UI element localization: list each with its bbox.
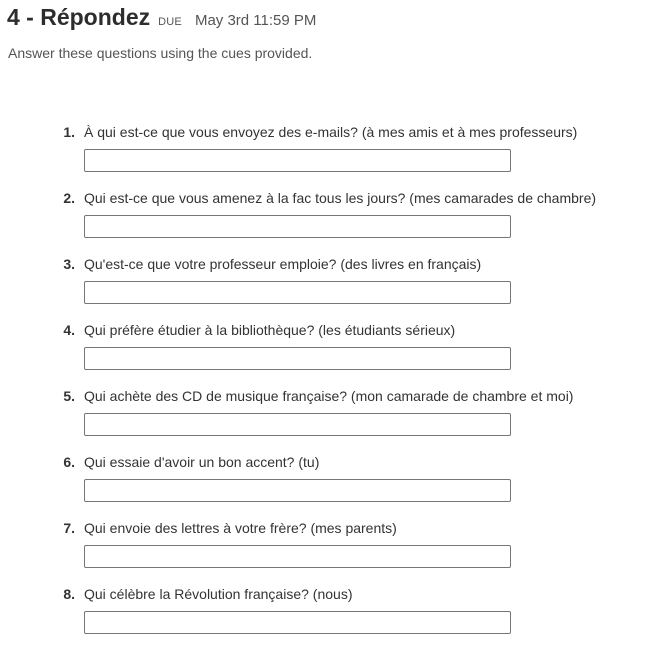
- answer-input-3[interactable]: [84, 281, 511, 304]
- question-text: Qui envoie des lettres à votre frère? (mes parents): [84, 520, 397, 536]
- assignment-header: [7, 4, 316, 31]
- answer-input-7[interactable]: [84, 545, 511, 568]
- question-number: 7.: [63, 520, 75, 536]
- question-item-3: [0, 254, 661, 320]
- question-text: Qu'est-ce que votre professeur emploie? (des livres en français): [84, 256, 482, 272]
- question-item-5: [0, 386, 661, 452]
- question-item-7: [0, 518, 661, 584]
- question-list: [0, 122, 661, 650]
- answer-input-4[interactable]: [84, 347, 511, 370]
- question-number: 4.: [63, 322, 75, 338]
- question-text: Qui essaie d'avoir un bon accent? (tu): [84, 454, 320, 470]
- question-number: 3.: [63, 256, 75, 272]
- instructions: Answer these questions using the cues provided.: [8, 45, 313, 61]
- answer-input-8[interactable]: [84, 611, 511, 634]
- question-item-2: [0, 188, 661, 254]
- due-date: May 3rd 11:59 PM: [194, 12, 317, 29]
- question-item-1: [0, 122, 661, 188]
- answer-input-6[interactable]: [84, 479, 511, 502]
- assignment-title: 4 - Répondez: [7, 4, 151, 30]
- question-number: 2.: [63, 190, 75, 206]
- question-item-4: [0, 320, 661, 386]
- question-item-6: [0, 452, 661, 518]
- question-text: À qui est-ce que vous envoyez des e-mails? (à mes amis et à mes professeurs): [84, 124, 578, 140]
- question-text: Qui préfère étudier à la bibliothèque? (les étudiants sérieux): [84, 322, 456, 338]
- due-label: DUE: [158, 16, 182, 28]
- question-number: 1.: [63, 124, 75, 140]
- question-item-8: [0, 584, 661, 650]
- answer-input-2[interactable]: [84, 215, 511, 238]
- question-number: 8.: [63, 586, 75, 602]
- answer-input-5[interactable]: [84, 413, 511, 436]
- answer-input-1[interactable]: [84, 149, 511, 172]
- question-text: Qui célèbre la Révolution française? (nous): [84, 586, 353, 602]
- question-text: Qui achète des CD de musique française? (mon camarade de chambre et moi): [84, 388, 574, 404]
- question-number: 6.: [63, 454, 75, 470]
- question-number: 5.: [63, 388, 75, 404]
- question-text: Qui est-ce que vous amenez à la fac tous les jours? (mes camarades de chambre): [84, 190, 597, 206]
